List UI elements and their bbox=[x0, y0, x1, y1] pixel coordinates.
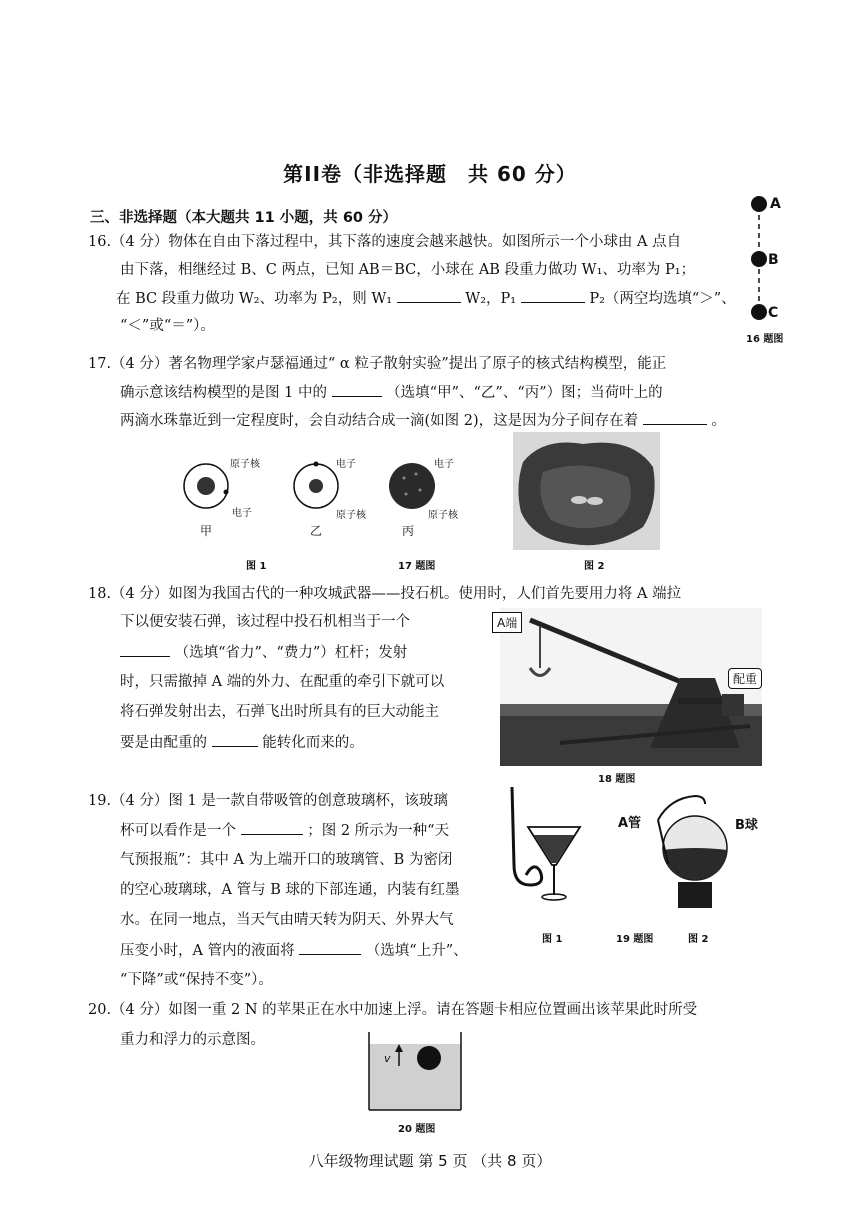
atom-yi-label-top: 电子 bbox=[336, 459, 356, 470]
q18-answer-blank-1[interactable] bbox=[120, 642, 170, 657]
q17-line-3 bbox=[120, 410, 726, 431]
q18-line-5: 将石弹发射出去，石弹飞出时所具有的巨大动能主 bbox=[120, 704, 439, 720]
falling-ball-figure bbox=[742, 190, 792, 325]
q20-line-2: 重力和浮力的示意图。 bbox=[120, 1032, 265, 1048]
q16-answer-blank-1[interactable] bbox=[397, 288, 461, 303]
q19-line-7: “下降”或“保持不变”）。 bbox=[120, 972, 273, 988]
q18-caption: 18 题图 bbox=[598, 774, 636, 785]
q18-answer-blank-2[interactable] bbox=[212, 732, 258, 747]
q19-fig2-label: 图 2 bbox=[688, 934, 709, 945]
q19-line-5: 水。在同一地点，当天气由晴天转为阴天、外界大气 bbox=[120, 912, 454, 928]
section-heading: 三、非选择题（本大题共 11 小题，共 60 分） bbox=[90, 210, 398, 226]
q16-line-2: 由下落，相继经过 B、C 两点，已知 AB＝BC，小球在 AB 段重力做功 W₁、功率为 P₁； bbox=[120, 262, 696, 278]
q16-caption: 16 题图 bbox=[746, 334, 784, 345]
q18-line-6 bbox=[120, 732, 364, 753]
q18-text-lever: （选填“省力”、“费力”）杠杆；发射 bbox=[174, 645, 408, 661]
lotus-leaf-photo bbox=[513, 432, 660, 550]
q16-line-4: “＜”或“＝”）。 bbox=[120, 318, 215, 334]
q18-line-2: 下以便安装石弹，该过程中投石机相当于一个 bbox=[120, 614, 410, 630]
q18-line-4: 时，只需撤掉 A 端的外力、在配重的牵引下就可以 bbox=[120, 674, 445, 690]
q16-answer-blank-2[interactable] bbox=[521, 288, 585, 303]
atom-bing-label-top: 电子 bbox=[434, 459, 454, 470]
q19-text-b: ；图 2 所示为一种“天 bbox=[307, 823, 450, 839]
page-title: 第II卷（非选择题 共 60 分） bbox=[283, 162, 577, 186]
q16-line-3 bbox=[116, 288, 736, 309]
page-footer: 八年级物理试题 第 5 页 （共 8 页） bbox=[308, 1152, 552, 1170]
q16-text-w1: 在 BC 段重力做功 W₂、功率为 P₂，则 W₁ bbox=[116, 291, 393, 307]
atom-jia-label-top: 原子核 bbox=[230, 459, 260, 470]
q19-answer-blank-2[interactable] bbox=[299, 940, 361, 955]
q18-text-a: 要是由配重的 bbox=[120, 735, 207, 751]
point-label-c: C bbox=[768, 305, 779, 321]
atom-bing-name: 丙 bbox=[402, 524, 415, 538]
q19-line-1: 19.（4 分）图 1 是一款自带吸管的创意玻璃杯，该玻璃 bbox=[88, 793, 448, 809]
q16-text-p1: W₂，P₁ bbox=[465, 291, 517, 307]
bottle-label-b-ball: B球 bbox=[735, 818, 758, 833]
bottle-label-a-tube: A管 bbox=[618, 816, 642, 831]
ball-c bbox=[751, 304, 767, 320]
q19-line-4: 的空心玻璃球，A 管与 B 球的下部连通，内装有红墨 bbox=[120, 882, 460, 898]
atom-jia-name: 甲 bbox=[200, 524, 213, 538]
straw-glass-figure bbox=[500, 785, 590, 915]
trebuchet-label-counterweight: 配重 bbox=[728, 668, 762, 689]
q19-line-2 bbox=[120, 820, 449, 841]
point-label-b: B bbox=[768, 252, 779, 268]
q17-answer-blank-2[interactable] bbox=[643, 410, 707, 425]
atom-yi-name: 乙 bbox=[310, 524, 323, 538]
ball-b bbox=[751, 251, 767, 267]
q17-fig1-label: 图 1 bbox=[246, 561, 267, 572]
q19-text-c: 压变小时，A 管内的液面将 bbox=[120, 943, 295, 959]
trebuchet-photo bbox=[500, 608, 762, 766]
q19-caption: 19 题图 bbox=[616, 934, 654, 945]
ball-a bbox=[751, 196, 767, 212]
q17-text-a: 确示意该结构模型的是图 1 中的 bbox=[120, 385, 327, 401]
q17-text-c: 两滴水珠靠近到一定程度时，会自动结合成一滴(如图 2)，这是因为分子间存在着 bbox=[120, 413, 639, 429]
q16-line-1: 16.（4 分）物体在自由下落过程中，其下落的速度会越来越快。如图所示一个小球由 A 点自 bbox=[88, 234, 682, 250]
q17-answer-blank-1[interactable] bbox=[332, 382, 382, 397]
atom-yi-label-bottom: 原子核 bbox=[336, 510, 366, 521]
q17-fig2-label: 图 2 bbox=[584, 561, 605, 572]
atom-bing-label-bottom: 原子核 bbox=[428, 510, 458, 521]
q17-text-b: （选填“甲”、“乙”、“丙”）图；当荷叶上的 bbox=[386, 385, 663, 401]
q19-line-3: 气预报瓶”：其中 A 为上端开口的玻璃管、B 为密闭 bbox=[120, 852, 453, 868]
q19-fig1-label: 图 1 bbox=[542, 934, 563, 945]
q19-text-a: 杯可以看作是一个 bbox=[120, 823, 236, 839]
q19-answer-blank-1[interactable] bbox=[241, 820, 303, 835]
trebuchet-label-a-end: A端 bbox=[492, 612, 522, 633]
q17-line-1: 17.（4 分）著名物理学家卢瑟福通过“ α 粒子散射实验”提出了原子的核式结构模型，能正 bbox=[88, 356, 667, 372]
q17-caption: 17 题图 bbox=[398, 561, 436, 572]
q18-text-b: 能转化而来的。 bbox=[262, 735, 364, 751]
weather-bottle-figure bbox=[650, 790, 740, 920]
apple-in-water-figure bbox=[367, 1032, 463, 1112]
point-label-a: A bbox=[770, 196, 781, 212]
q18-line-3 bbox=[120, 642, 407, 663]
q20-caption: 20 题图 bbox=[398, 1124, 436, 1135]
q17-line-2 bbox=[120, 382, 663, 403]
q18-line-1: 18.（4 分）如图为我国古代的一种攻城武器——投石机。使用时，人们首先要用力将 A 端拉 bbox=[88, 586, 682, 602]
q19-line-6 bbox=[120, 940, 468, 961]
velocity-label: v bbox=[384, 1052, 391, 1065]
q19-text-d: （选填“上升”、 bbox=[365, 943, 468, 959]
q20-line-1: 20.（4 分）如图一重 2 N 的苹果正在水中加速上浮。请在答题卡相应位置画出该苹果此时所受 bbox=[88, 1002, 698, 1018]
q16-text-hint: P₂（两空均选填“＞”、 bbox=[589, 291, 736, 307]
atom-jia-label-bottom: 电子 bbox=[232, 508, 252, 519]
q17-text-d: 。 bbox=[711, 413, 726, 429]
atom-model-jia bbox=[180, 460, 235, 515]
